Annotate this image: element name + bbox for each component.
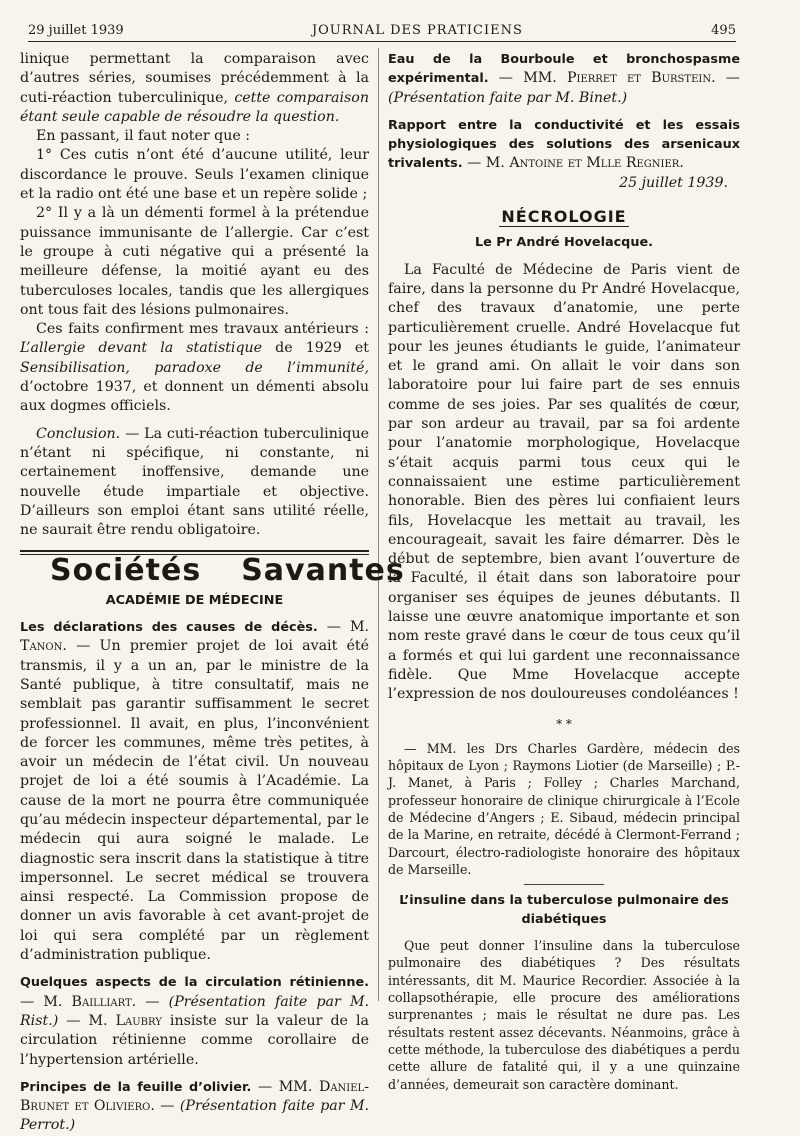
session-item-4: Eau de la Bourboule et bronchospasme expérimental. — MM. Pierret et Burstein. — (Présentation faite par M. Binet.) bbox=[388, 52, 740, 106]
intro-p1-italic: cette comparaison étant seule capable de résoudre la question. bbox=[20, 89, 369, 125]
item-4-authors: MM. Pierret et Burstein. bbox=[523, 70, 716, 87]
header-page-number: 495 bbox=[711, 23, 736, 38]
item-1-text: — Un premier projet de loi avait été transmis, il y a un an, par le ministre de la Santé publique, à titre consultatif, mais ne semblait pas garantir suffisamment le secret professionnel. Il avait, en plus, l’inconvénient de forcer les communes, même très petites, à avoir un médecin de l’état civil. Un nouveau projet de loi a été soumis à l’Académie. La cause de la mort ne pourra être communiquée qu’au médecin inspecteur départemental, par le médecin qui aura soigné le malade. Le diagnostic sera inscrit dans la statistique à titre impersonnel. Le secret médical se trouvera ainsi respecté. La Commission propose de donner un avis favorable à cet avant-projet de loi qui sera complété par un règlement d’administration publique. bbox=[20, 638, 369, 964]
intro-paragraph-1 bbox=[20, 50, 369, 127]
article-divider bbox=[524, 884, 604, 885]
intro-p5-text-a: Ces faits confirment mes travaux antérieurs : bbox=[36, 321, 369, 338]
conclusion-text: — La cuti-réaction tuberculinique n’étant ni spécifique, ni constante, ni certainement inoffensive, demande une nouvelle étude impartiale et objective. D’ailleurs son emploi étant sans utilité réelle, ne saurait être rendu obligatoire. bbox=[20, 425, 369, 539]
item-1-title: Les déclarations des causes de décès. bbox=[20, 620, 318, 636]
session-item-5: Rapport entre la conductivité et les essais physiologiques des solutions des arsenicaux trivalents. — M. Antoine et Mlle Regnier. bbox=[388, 117, 740, 172]
intro-paragraph-2: En passant, il faut noter que : bbox=[36, 128, 251, 145]
item-1-author: M. Tanon. bbox=[20, 619, 369, 655]
left-column bbox=[20, 50, 405, 1134]
conclusion-paragraph bbox=[20, 425, 369, 541]
item-3-title: Principes de la feuille d’olivier. bbox=[20, 1079, 252, 1095]
session-item-3: Principes de la feuille d’olivier. — MM. Daniel-Brunet et Oliviero. — (Présentation faite par M. Perrot.) bbox=[20, 1078, 369, 1134]
insulin-article-text: Que peut donner l’insuline dans la tuberculose pulmonaire des diabétiques ? Des résultats intéressants, dit M. Maurice Recordier. Associée à la collapsothérapie, elle procure des améliorations surprenantes ; mais le résultat ne dure pas. Les résultats restent assez décevants. Néanmoins, grâce à cette méthode, la tuberculose des diabétiques a perdu cette allure de fatalité qui, il y a une quinzaine d’années, demeurait son caractère dominant. bbox=[388, 938, 740, 1092]
intro-p5-italic-b: L’allergie devant la statistique bbox=[20, 340, 263, 357]
deaths-list: — MM. les Drs Charles Gardère, médecin des hôpitaux de Lyon ; Raymons Liotier (de Marseille) ; P.-J. Manet, à Paris ; Folley ; Charles Marchand, professeur honoraire de clinique chirurgicale à l’Ecole de Médecine d’Angers ; E. Sibaud, médecin principal de la Marine, en retraite, décédé à Clermont-Ferrand ; Darcourt, électro-radiologiste honoraire des hôpitaux de Marseille. bbox=[388, 740, 740, 877]
necrology-subject: Le Pr André Hovelacque. bbox=[475, 235, 653, 251]
insulin-article-title: L’insuline dans la tuberculose pulmonaire des diabétiques bbox=[399, 893, 729, 928]
page-header bbox=[28, 16, 736, 42]
section-title-word-2: Savantes bbox=[241, 553, 405, 589]
intro-paragraph-4: 2° Il y a là un démenti formel à la prétendue puissance immunisante de l’allergie. Car c’est le groupe à cuti négative qui a présenté la meilleure défense, la moitié ayant eu des tuberculoses locales, tandis que les allergiques ont tous fait des lésions pulmonaires. bbox=[20, 205, 369, 318]
item-2-title: Quelques aspects de la circulation rétinienne. bbox=[20, 975, 369, 991]
item-2-presentation: (Présentation faite par M. Rist.) bbox=[20, 993, 369, 1029]
intro-p5-italic-d: Sensibilisation, paradoxe de l’immunité, bbox=[20, 359, 369, 376]
header-date: 29 juillet 1939 bbox=[28, 23, 124, 38]
right-column bbox=[388, 50, 740, 1092]
item-2-text: insiste sur la valeur de la circulation rétinienne comme corollaire de l’hypertension artérielle. bbox=[20, 1012, 369, 1068]
session-item-1: Les déclarations des causes de décès. — M. Tanon. — Un premier projet de loi avait été transmis, il y a un an, par le ministre de la Santé publique, à titre consultatif, mais ne semblait pas garantir suffisamment le secret professionnel. Il avait, en plus, l’inconvénient de forcer les communes, même très petites, à avoir un médecin de l’état civil. Un nouveau projet de loi a été soumis à l’Académie. La cause de la mort ne pourra être communiquée qu’au médecin inspecteur départemental, par le médecin qui aura soigné le malade. Le diagnostic sera inscrit dans la statistique à titre impersonnel. Le secret médical se trouvera ainsi respecté. La Commission propose de donner un avis favorable à cet avant-projet de loi qui sera complété par un règlement d’administration publique. bbox=[20, 619, 369, 964]
section-title bbox=[50, 553, 405, 589]
intro-paragraph-5 bbox=[20, 320, 369, 416]
item-4-title: Eau de la Bourboule et bronchospasme expérimental. bbox=[388, 52, 740, 87]
conclusion-label: Conclusion. bbox=[36, 425, 121, 442]
session-item-2: Quelques aspects de la circulation rétinienne. — M. Bailliart. — (Présentation faite par M. Rist.) — M. Laubry insiste sur la valeur de la circulation rétinienne comme corollaire de l’hypertension artérielle. bbox=[20, 975, 369, 1068]
necrology-heading bbox=[388, 207, 740, 227]
intro-p5-text-e: d’octobre 1937, et donnent un démenti absolu aux dogmes officiels. bbox=[20, 379, 369, 415]
report-date: 25 juillet 1939. bbox=[619, 174, 728, 191]
necrology-title: NÉCROLOGIE bbox=[501, 207, 627, 227]
asterism: * * bbox=[556, 716, 572, 731]
item-5-title: Rapport entre la conductivité et les essais physiologiques des solutions des arsenicaux trivalents. bbox=[388, 117, 740, 172]
item-3-authors: MM. Daniel-Brunet et Oliviero. bbox=[20, 1078, 369, 1115]
necrology-text: La Faculté de Médecine de Paris vient de faire, dans la personne du Pr André Hovelacque, chef des travaux d’anatomie, une perte particulièrement cruelle. André Hovelacque fut pour les jeunes étudiants le guide, l’animateur et le grand ami. On allait le voir dans son laboratoire pour lui faire part de ses ennuis comme de ses joies. Par ses qualités de cœur, par son ardeur au travail, par sa foi ardente pour l’anatomie morphologique, Hovelacque s’était acquis parmi tous ceux qui le connaissaient une estime particulièrement honorable. Bien des pères lui confiaient leurs fils, Hovelacque les mettait au travail, les encourageait, savait les faire démarrer. Dès le début de septembre, bien avant l’ouverture de la Faculté, il était dans son laboratoire pour organiser ses équipes de jeunes débutants. Il laisse une œuvre anatomique importante et son nom reste gravé dans le cœur de tous ceux qu’il a formés et qui lui gardent une reconnaissance fidèle. Que Mme Hovelacque accepte l’expression de nos douloureuses condoléances ! bbox=[388, 261, 740, 703]
item-5-authors: M. Antoine et Mlle Regnier. bbox=[485, 155, 684, 172]
column-divider bbox=[378, 48, 379, 1001]
item-2-author-2: M. Laubry bbox=[88, 1012, 162, 1029]
item-2-author: M. Bailliart. bbox=[43, 993, 137, 1010]
header-journal-title: JOURNAL DES PRATICIENS bbox=[311, 23, 523, 38]
intro-p1-text: linique permettant la comparaison avec d’autres séries, soumises précédemment à la cuti-réaction tuberculinique, bbox=[20, 51, 369, 106]
academy-heading: ACADÉMIE DE MÉDECINE bbox=[105, 592, 284, 608]
intro-p5-text-c: de 1929 et bbox=[262, 340, 370, 357]
section-title-word-1: Sociétés bbox=[50, 553, 202, 589]
item-3-presentation: (Présentation faite par M. Perrot.) bbox=[20, 1098, 369, 1134]
intro-paragraph-3: 1° Ces cutis n’ont été d’aucune utilité, leur discordance le prouve. Seuls l’examen clinique et la radio ont été une base et un repère solide ; bbox=[20, 147, 369, 203]
item-4-presentation: (Présentation faite par M. Binet.) bbox=[388, 89, 628, 106]
